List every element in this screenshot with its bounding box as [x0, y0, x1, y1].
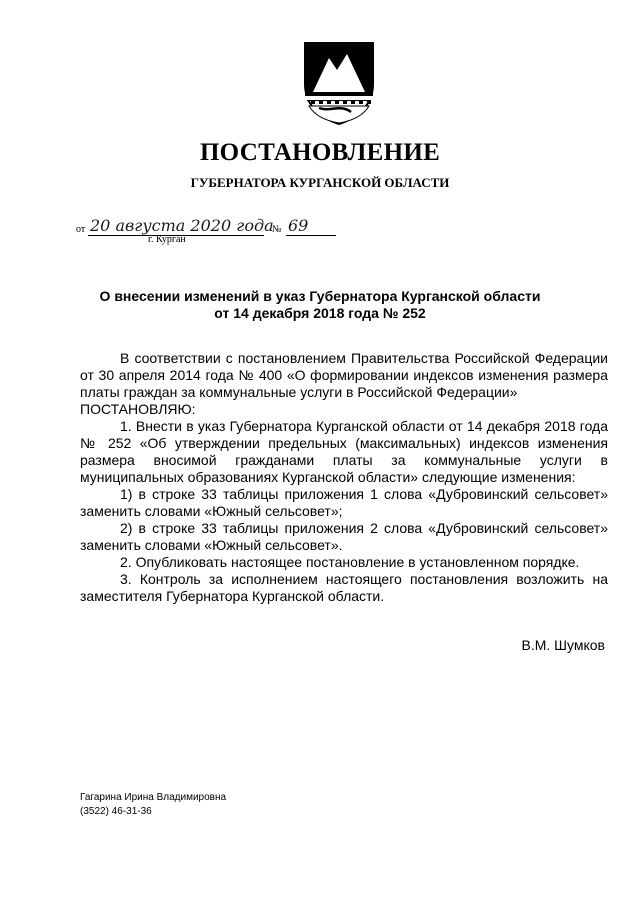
handwritten-date: 20 августа 2020 года: [90, 216, 274, 235]
number-label: №: [272, 224, 282, 235]
signer-name: В.М. Шумков: [521, 637, 605, 653]
item-1-subitem-2: 2) в строке 33 таблицы приложения 2 слова «Дубровинский сельсовет» заменить словами «Южный сельсовет».: [80, 520, 608, 553]
document-body: [80, 350, 608, 605]
subject-line-1: О внесении изменений в указ Губернатора Курганской области: [99, 288, 541, 304]
number-underline: [286, 235, 336, 236]
document-title: ПОСТАНОВЛЕНИЕ: [199, 139, 441, 166]
item-3: 3. Контроль за исполнением настоящего постановления возложить на заместителя Губернатора Курганской области.: [80, 571, 608, 604]
executor-name: Гагарина Ирина Владимировна: [80, 792, 227, 803]
item-2: 2. Опубликовать настоящее постановление в установленном порядке.: [120, 554, 580, 570]
date-prefix: от: [76, 224, 86, 235]
document-subject: [80, 288, 560, 322]
document-subtitle: ГУБЕРНАТОРА КУРГАНСКОЙ ОБЛАСТИ: [190, 175, 450, 190]
item-1: 1. Внести в указ Губернатора Курганской области от 14 декабря 2018 года № 252 «Об утверждении предельных (максимальных) индексов изменения размера вносимой гражданами платы за коммунальные услуги в муниципальных образованиях Курганской области» следующие изменения:: [80, 418, 608, 485]
kurgan-coat-of-arms-icon: [301, 40, 377, 126]
executor-phone: (3522) 46-31-36: [80, 806, 152, 817]
date-line: [76, 216, 356, 238]
decree-word: ПОСТАНОВЛЯЮ:: [80, 401, 196, 417]
city-label: г. Курган: [148, 234, 186, 245]
item-1-subitem-1: 1) в строке 33 таблицы приложения 1 слова «Дубровинский сельсовет» заменить словами «Южный сельсовет»;: [80, 486, 608, 519]
handwritten-number: 69: [288, 216, 309, 235]
subject-line-2: от 14 декабря 2018 года № 252: [214, 305, 426, 321]
preamble-paragraph: В соответствии с постановлением Правительства Российской Федерации от 30 апреля 2014 года № 400 «О формировании индексов изменения размера платы граждан за коммунальные услуги в Российской Федерации»: [80, 350, 608, 400]
executor-block: [80, 791, 226, 819]
